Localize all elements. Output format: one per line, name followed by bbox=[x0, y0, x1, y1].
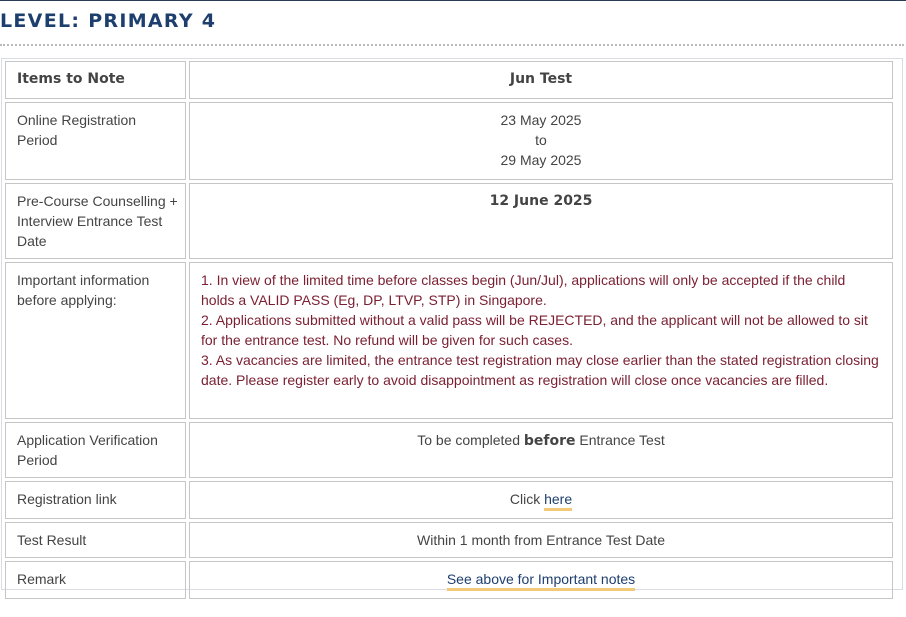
table-row bbox=[5, 481, 893, 519]
top-rule bbox=[0, 0, 906, 1]
row-label-registration-period: Online Registration Period bbox=[5, 102, 186, 180]
table-header-row bbox=[5, 61, 893, 99]
important-notes-link[interactable]: See above for Important notes bbox=[447, 571, 635, 591]
registration-link-prefix: Click bbox=[509, 491, 545, 507]
row-label-verification-period: Application Verification Period bbox=[5, 422, 186, 478]
row-value-test-result: Within 1 month from Entrance Test Date bbox=[189, 522, 893, 558]
row-value-registration-period bbox=[189, 102, 893, 180]
important-point-3: 3. As vacancies are limited, the entrance test registration may close earlier than the stated registration closing date. Please register early to avoid disappointment as registration will close once vacancies are filled. bbox=[201, 352, 879, 388]
registration-end-date: 29 May 2025 bbox=[500, 152, 582, 168]
row-label-test-result: Test Result bbox=[5, 522, 186, 558]
table-row bbox=[5, 102, 893, 180]
important-point-2: 2. Applications submitted without a valid pass will be REJECTED, and the applicant will not be allowed to sit for the entrance test. No refund will be given for such cases. bbox=[201, 312, 868, 348]
info-table bbox=[2, 58, 896, 602]
verification-emphasis: before bbox=[523, 433, 576, 449]
table-row bbox=[5, 422, 893, 478]
row-value-remark bbox=[189, 561, 893, 599]
header-items-to-note: Items to Note bbox=[5, 61, 186, 99]
table-row bbox=[5, 522, 893, 558]
dotted-divider bbox=[0, 44, 904, 46]
verification-suffix: Entrance Test bbox=[575, 432, 665, 448]
page-title: LEVEL: PRIMARY 4 bbox=[0, 10, 217, 32]
row-value-verification-period bbox=[189, 422, 893, 478]
table-row bbox=[5, 183, 893, 259]
row-label-remark: Remark bbox=[5, 561, 186, 599]
row-label-test-date: Pre-Course Counselling + Interview Entrance Test Date bbox=[5, 183, 186, 259]
registration-to: to bbox=[535, 132, 547, 148]
table-row bbox=[5, 262, 893, 419]
registration-start-date: 23 May 2025 bbox=[500, 112, 582, 128]
verification-prefix: To be completed bbox=[417, 432, 524, 448]
row-value-test-date: 12 June 2025 bbox=[189, 183, 893, 259]
registration-here-link[interactable]: here bbox=[544, 491, 572, 511]
important-point-1: 1. In view of the limited time before classes begin (Jun/Jul), applications will only be accepted if the child holds a VALID PASS (Eg, DP, LTVP, STP) in Singapore. bbox=[201, 272, 846, 308]
header-jun-test: Jun Test bbox=[189, 61, 893, 99]
info-table-container bbox=[1, 58, 903, 590]
row-label-registration-link: Registration link bbox=[5, 481, 186, 519]
row-value-important-info bbox=[189, 262, 893, 419]
table-row bbox=[5, 561, 893, 599]
row-value-registration-link bbox=[189, 481, 893, 519]
row-label-important-info: Important information before applying: bbox=[5, 262, 186, 419]
